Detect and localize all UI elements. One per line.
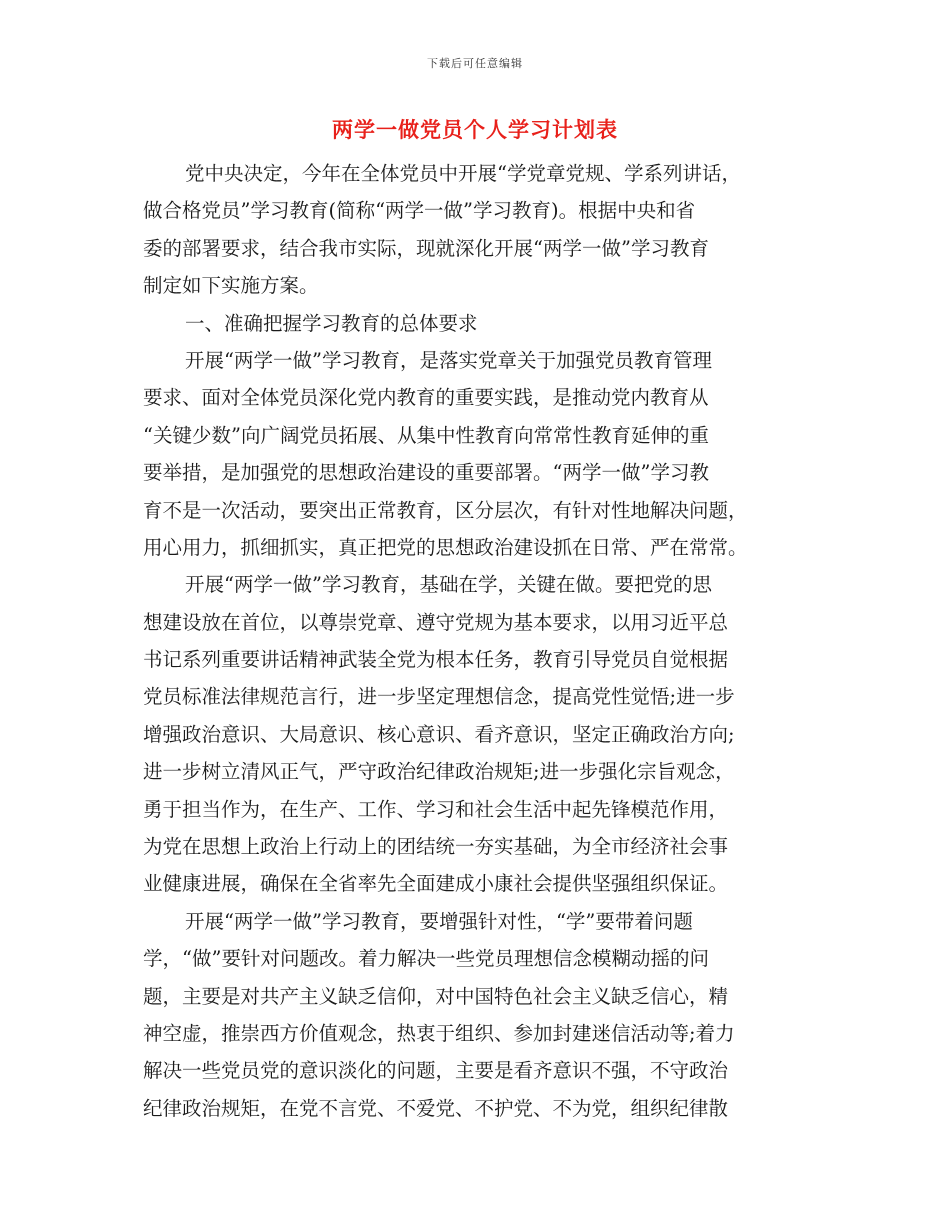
text-line: 纪律政治规矩，在党不言党、不爱党、不护党、不为党，组织纪律散 xyxy=(143,1096,729,1120)
text-line: 用心用力，抓细抓实，真正把党的思想政治建设抓在日常、严在常常。 xyxy=(143,535,748,559)
text-line: 业健康进展，确保在全省率先全面建成小康社会提供坚强组织保证。 xyxy=(143,872,729,896)
paragraph xyxy=(143,903,813,1127)
header-note: 下载后可任意编辑 xyxy=(427,57,523,70)
text-line: 一、准确把握学习教育的总体要求 xyxy=(185,311,478,335)
text-line: 书记系列重要讲话精神武装全党为根本任务，教育引导党员自觉根据 xyxy=(143,648,729,672)
text-line: 党中央决定，今年在全体党员中开展“学党章党规、学系列讲话， xyxy=(185,162,741,185)
text-line: 增强政治意识、大局意识、核心意识、看齐意识，坚定正确政治方向; xyxy=(143,722,735,746)
document-body xyxy=(143,155,813,1127)
text-line: 要举措，是加强党的思想政治建设的重要部署。“两学一做”学习教 xyxy=(143,461,709,485)
text-line: “关键少数”向广阔党员拓展、从集中性教育向常常性教育延伸的重 xyxy=(143,423,709,447)
paragraph xyxy=(143,342,813,566)
text-line: 制定如下实施方案。 xyxy=(143,274,319,298)
text-line: 要求、面对全体党员深化党内教育的重要实践，是推动党内教育从 xyxy=(143,386,709,410)
paragraph xyxy=(143,155,813,305)
text-line: 学，“做”要针对问题改。着力解决一些党员理想信念模糊动摇的问 xyxy=(143,947,709,971)
text-line: 开展“两学一做”学习教育，要增强针对性，“学”要带着问题 xyxy=(185,909,693,933)
text-line: 勇于担当作为，在生产、工作、学习和社会生活中起先锋模范作用， xyxy=(143,797,729,821)
text-line: 开展“两学一做”学习教育，基础在学，关键在做。要把党的思 xyxy=(185,573,712,597)
text-line: 进一步树立清风正气，严守政治纪律政治规矩;进一步强化宗旨观念， xyxy=(143,760,735,784)
document-title: 两学一做党员个人学习计划表 xyxy=(332,117,618,142)
text-line: 为党在思想上政治上行动上的团结统一夯实基础，为全市经济社会事 xyxy=(143,835,729,859)
text-line: 题，主要是对共产主义缺乏信仰，对中国特色社会主义缺乏信心，精 xyxy=(143,984,729,1008)
text-line: 党员标准法律规范言行，进一步坚定理想信念，提高党性觉悟;进一步 xyxy=(143,685,735,709)
text-line: 神空虚，推崇西方价值观念，热衷于组织、参加封建迷信活动等;着力 xyxy=(143,1021,735,1045)
text-line: 育不是一次活动，要突出正常教育，区分层次，有针对性地解决问题， xyxy=(143,498,748,522)
text-line: 想建设放在首位，以尊崇党章、遵守党规为基本要求，以用习近平总 xyxy=(143,610,729,634)
text-line: 开展“两学一做”学习教育，是落实党章关于加强党员教育管理 xyxy=(185,348,712,372)
text-line: 做合格党员”学习教育(简称“两学一做”学习教育)。根据中央和省 xyxy=(143,199,696,223)
text-line: 解决一些党员党的意识淡化的问题，主要是看齐意识不强，不守政治 xyxy=(143,1059,729,1083)
text-line: 委的部署要求，结合我市实际，现就深化开展“两学一做”学习教育 xyxy=(143,236,709,260)
paragraph xyxy=(143,566,813,903)
section-heading xyxy=(143,305,813,342)
